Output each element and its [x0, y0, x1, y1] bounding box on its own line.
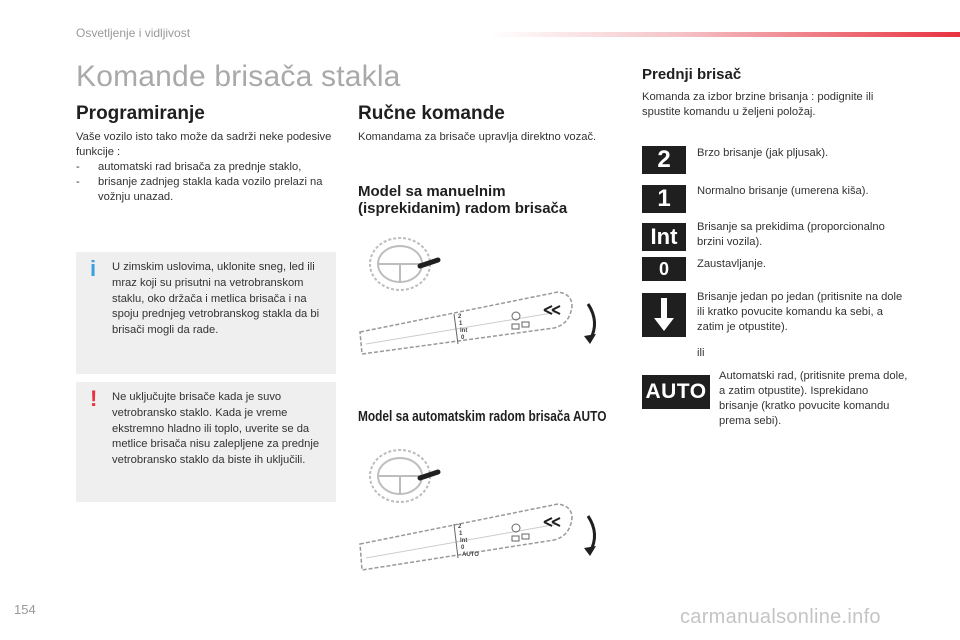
speed-1-text: Normalno brisanje (umerena kiša).	[697, 185, 869, 197]
auto-icon: AUTO	[642, 375, 710, 409]
arrow-down-icon	[642, 293, 686, 337]
speed-2-text: Brzo brisanje (jak pljusak).	[697, 147, 829, 159]
auto-text: Automatski rad, (pritisnite prema dole, a zatim otpustite). Isprekidano brisanje (kratko povucite komandu prema sebi).	[719, 370, 908, 427]
page-number: 154	[14, 602, 36, 617]
rucne-heading: Ručne komande	[358, 103, 505, 124]
intermittent-icon: Int	[642, 223, 686, 251]
info-box-text: U zimskim uslovima, uklonite sneg, led ili mraz koji su prisutni na vetrobranskom staklu, oko držača i metlica brisača i na spoju prednjeg vetrobranskog stakla da bi brisači mogli da rade.	[112, 261, 320, 337]
info-icon: i	[90, 256, 97, 281]
manual-model-heading: Model sa manuelnim (isprekidanim) radom brisača	[358, 183, 568, 217]
or-label: ili	[697, 347, 705, 359]
stop-0-icon: 0	[642, 257, 686, 281]
list-item: - brisanje zadnjeg stakla kada vozilo prelazi na vožnju unazad.	[76, 175, 336, 205]
single-wipe-text: Brisanje jedan po jedan (pritisnite na dole ili kratko povucite komandu ka sebi, a zatim je otpustite).	[697, 291, 903, 333]
list-item: - automatski rad brisača za prednje staklo,	[76, 160, 336, 175]
stalk-label-1: 1	[459, 531, 463, 537]
stalk-label-0: 0	[461, 545, 465, 551]
programiranje-list	[76, 160, 336, 205]
auto-model-heading: Model sa automatskim radom brisača AUTO	[358, 409, 607, 425]
stalk-label-2: 2	[458, 524, 462, 530]
stop-text: Zaustavljanje.	[697, 258, 767, 270]
programiranje-intro: Vaše vozilo isto tako može da sadrži neke podesive funkcije :	[76, 131, 332, 158]
section-header: Osvetljenje i vidljivost	[76, 26, 191, 40]
header-accent-bar	[490, 32, 960, 37]
stalk-label-int: Int	[460, 328, 468, 334]
stalk-label-2: 2	[458, 314, 462, 320]
info-box	[76, 252, 336, 374]
watermark: carmanualsonline.info	[680, 606, 881, 628]
auto-wiper-stalk-illustration	[358, 444, 608, 584]
speed-1-icon: 1	[642, 185, 686, 213]
programiranje-heading: Programiranje	[76, 103, 205, 124]
programiranje-text	[76, 130, 336, 205]
stalk-label-1: 1	[459, 321, 463, 327]
prednji-heading: Prednji brisač	[642, 66, 742, 83]
stalk-label-auto: AUTO	[462, 552, 479, 558]
speed-2-icon: 2	[642, 146, 686, 174]
prednji-intro: Komanda za izbor brzine brisanja : podignite ili spustite komandu u željeni položaj.	[642, 91, 874, 118]
warning-box	[76, 382, 336, 502]
warning-icon: !	[90, 386, 98, 411]
stalk-label-0: 0	[461, 335, 465, 341]
manual-wiper-stalk-illustration	[358, 232, 608, 372]
stalk-label-int: Int	[460, 538, 468, 544]
rucne-intro: Komandama za brisače upravlja direktno vozač.	[358, 131, 597, 143]
intermittent-text: Brisanje sa prekidima (proporcionalno brzini vozila).	[697, 221, 885, 248]
page-title: Komande brisača stakla	[76, 60, 401, 93]
warning-box-text: Ne uključujte brisače kada je suvo vetrobransko staklo. Kada je vreme ekstremno hladno ili toplo, uverite se da metlice brisača nisu zalepljene za prednje vetrobransko staklo da biste ih uključili.	[112, 391, 320, 467]
